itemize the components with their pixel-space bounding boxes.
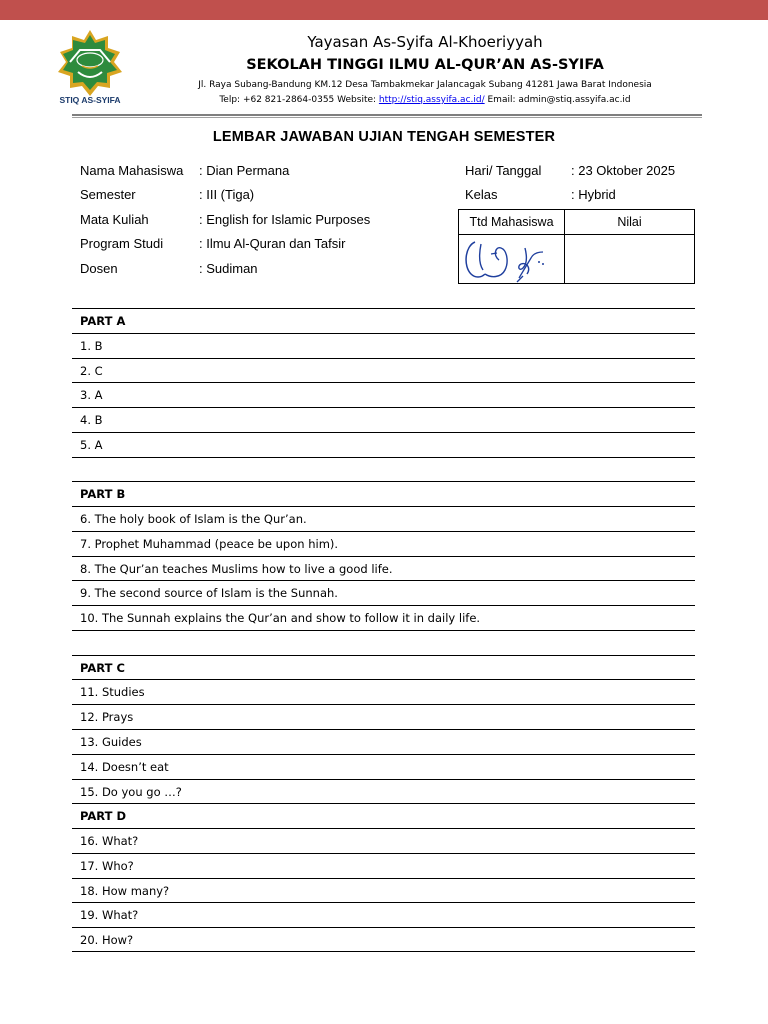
school-address: Jl. Raya Subang-Bandung KM.12 Desa Tambakmekar Jalancagak Subang 41281 Jawa Barat Indonesia [198,80,652,90]
section-heading-row: PART A [72,308,695,333]
contact-prefix: Telp: +62 821-2864-0355 Website: [219,95,379,105]
blank-row [72,457,695,482]
section-heading-row: PART C [72,655,695,680]
answer-table [72,308,695,952]
document-title: LEMBAR JAWABAN UJIAN TENGAH SEMESTER [212,129,556,145]
answer-row: 8. The Qur’an teaches Muslims how to live a good life. [72,556,695,581]
grade-header: Nilai [565,210,694,235]
class-value: : Hybrid [571,187,616,202]
course-value: : English for Islamic Purposes [199,212,371,227]
answer-row: 14. Doesn’t eat [72,754,695,779]
foundation-name: Yayasan As-Syifa Al-Khoeriyyah [307,33,543,51]
section-heading-row: PART D [72,803,695,828]
lecturer-value: : Sudiman [199,261,258,276]
header-divider [72,114,702,116]
program-value: : Ilmu Al-Quran dan Tafsir [199,236,346,251]
answer-row: 17. Who? [72,853,695,878]
answer-row: 2. C [72,358,695,383]
answer-row: 13. Guides [72,729,695,754]
answer-row: 9. The second source of Islam is the Sunnah. [72,580,695,605]
semester-label: Semester [80,187,136,202]
answer-row: 5. A [72,432,695,457]
website-link[interactable]: http://stiq.assyifa.ac.id/ [378,95,485,105]
answer-row: 18. How many? [72,878,695,903]
answer-row: 16. What? [72,828,695,853]
answer-row: 20. How? [72,927,695,952]
answer-row: 3. A [72,382,695,407]
date-value: : 23 Oktober 2025 [571,163,676,178]
date-label: Hari/ Tanggal [465,163,542,178]
header-divider-thin [72,117,702,118]
logo-caption: STIQ AS-SYIFA [59,95,121,105]
answer-row: 1. B [72,333,695,358]
section-heading-row: PART B [72,481,695,506]
school-contact [150,95,700,105]
class-label: Kelas [465,187,498,202]
semester-value: : III (Tiga) [199,187,255,202]
lecturer-label: Dosen [80,261,118,276]
answer-row: 10. The Sunnah explains the Qur’an and show to follow it in daily life. [72,605,695,630]
blank-row [72,630,695,655]
name-value: : Dian Permana [199,163,290,178]
student-signature-drawing [461,234,567,284]
contact-suffix: Email: admin@stiq.assyifa.ac.id [484,95,631,105]
course-label: Mata Kuliah [80,212,149,227]
answer-row: 4. B [72,407,695,432]
school-name: SEKOLAH TINGGI ILMU AL-QUR’AN AS-SYIFA [246,57,604,73]
program-label: Program Studi [80,236,164,251]
answer-row: 15. Do you go …? [72,779,695,804]
answer-row: 11. Studies [72,679,695,704]
answer-row: 12. Prays [72,704,695,729]
answer-row: 6. The holy book of Islam is the Qur’an. [72,506,695,531]
student-signature-header: Ttd Mahasiswa [459,210,565,235]
signature-grade-table [458,209,695,284]
answer-row: 7. Prophet Muhammad (peace be upon him). [72,531,695,556]
answer-row: 19. What? [72,902,695,927]
top-color-bar [0,0,768,20]
name-label: Nama Mahasiswa [80,163,184,178]
